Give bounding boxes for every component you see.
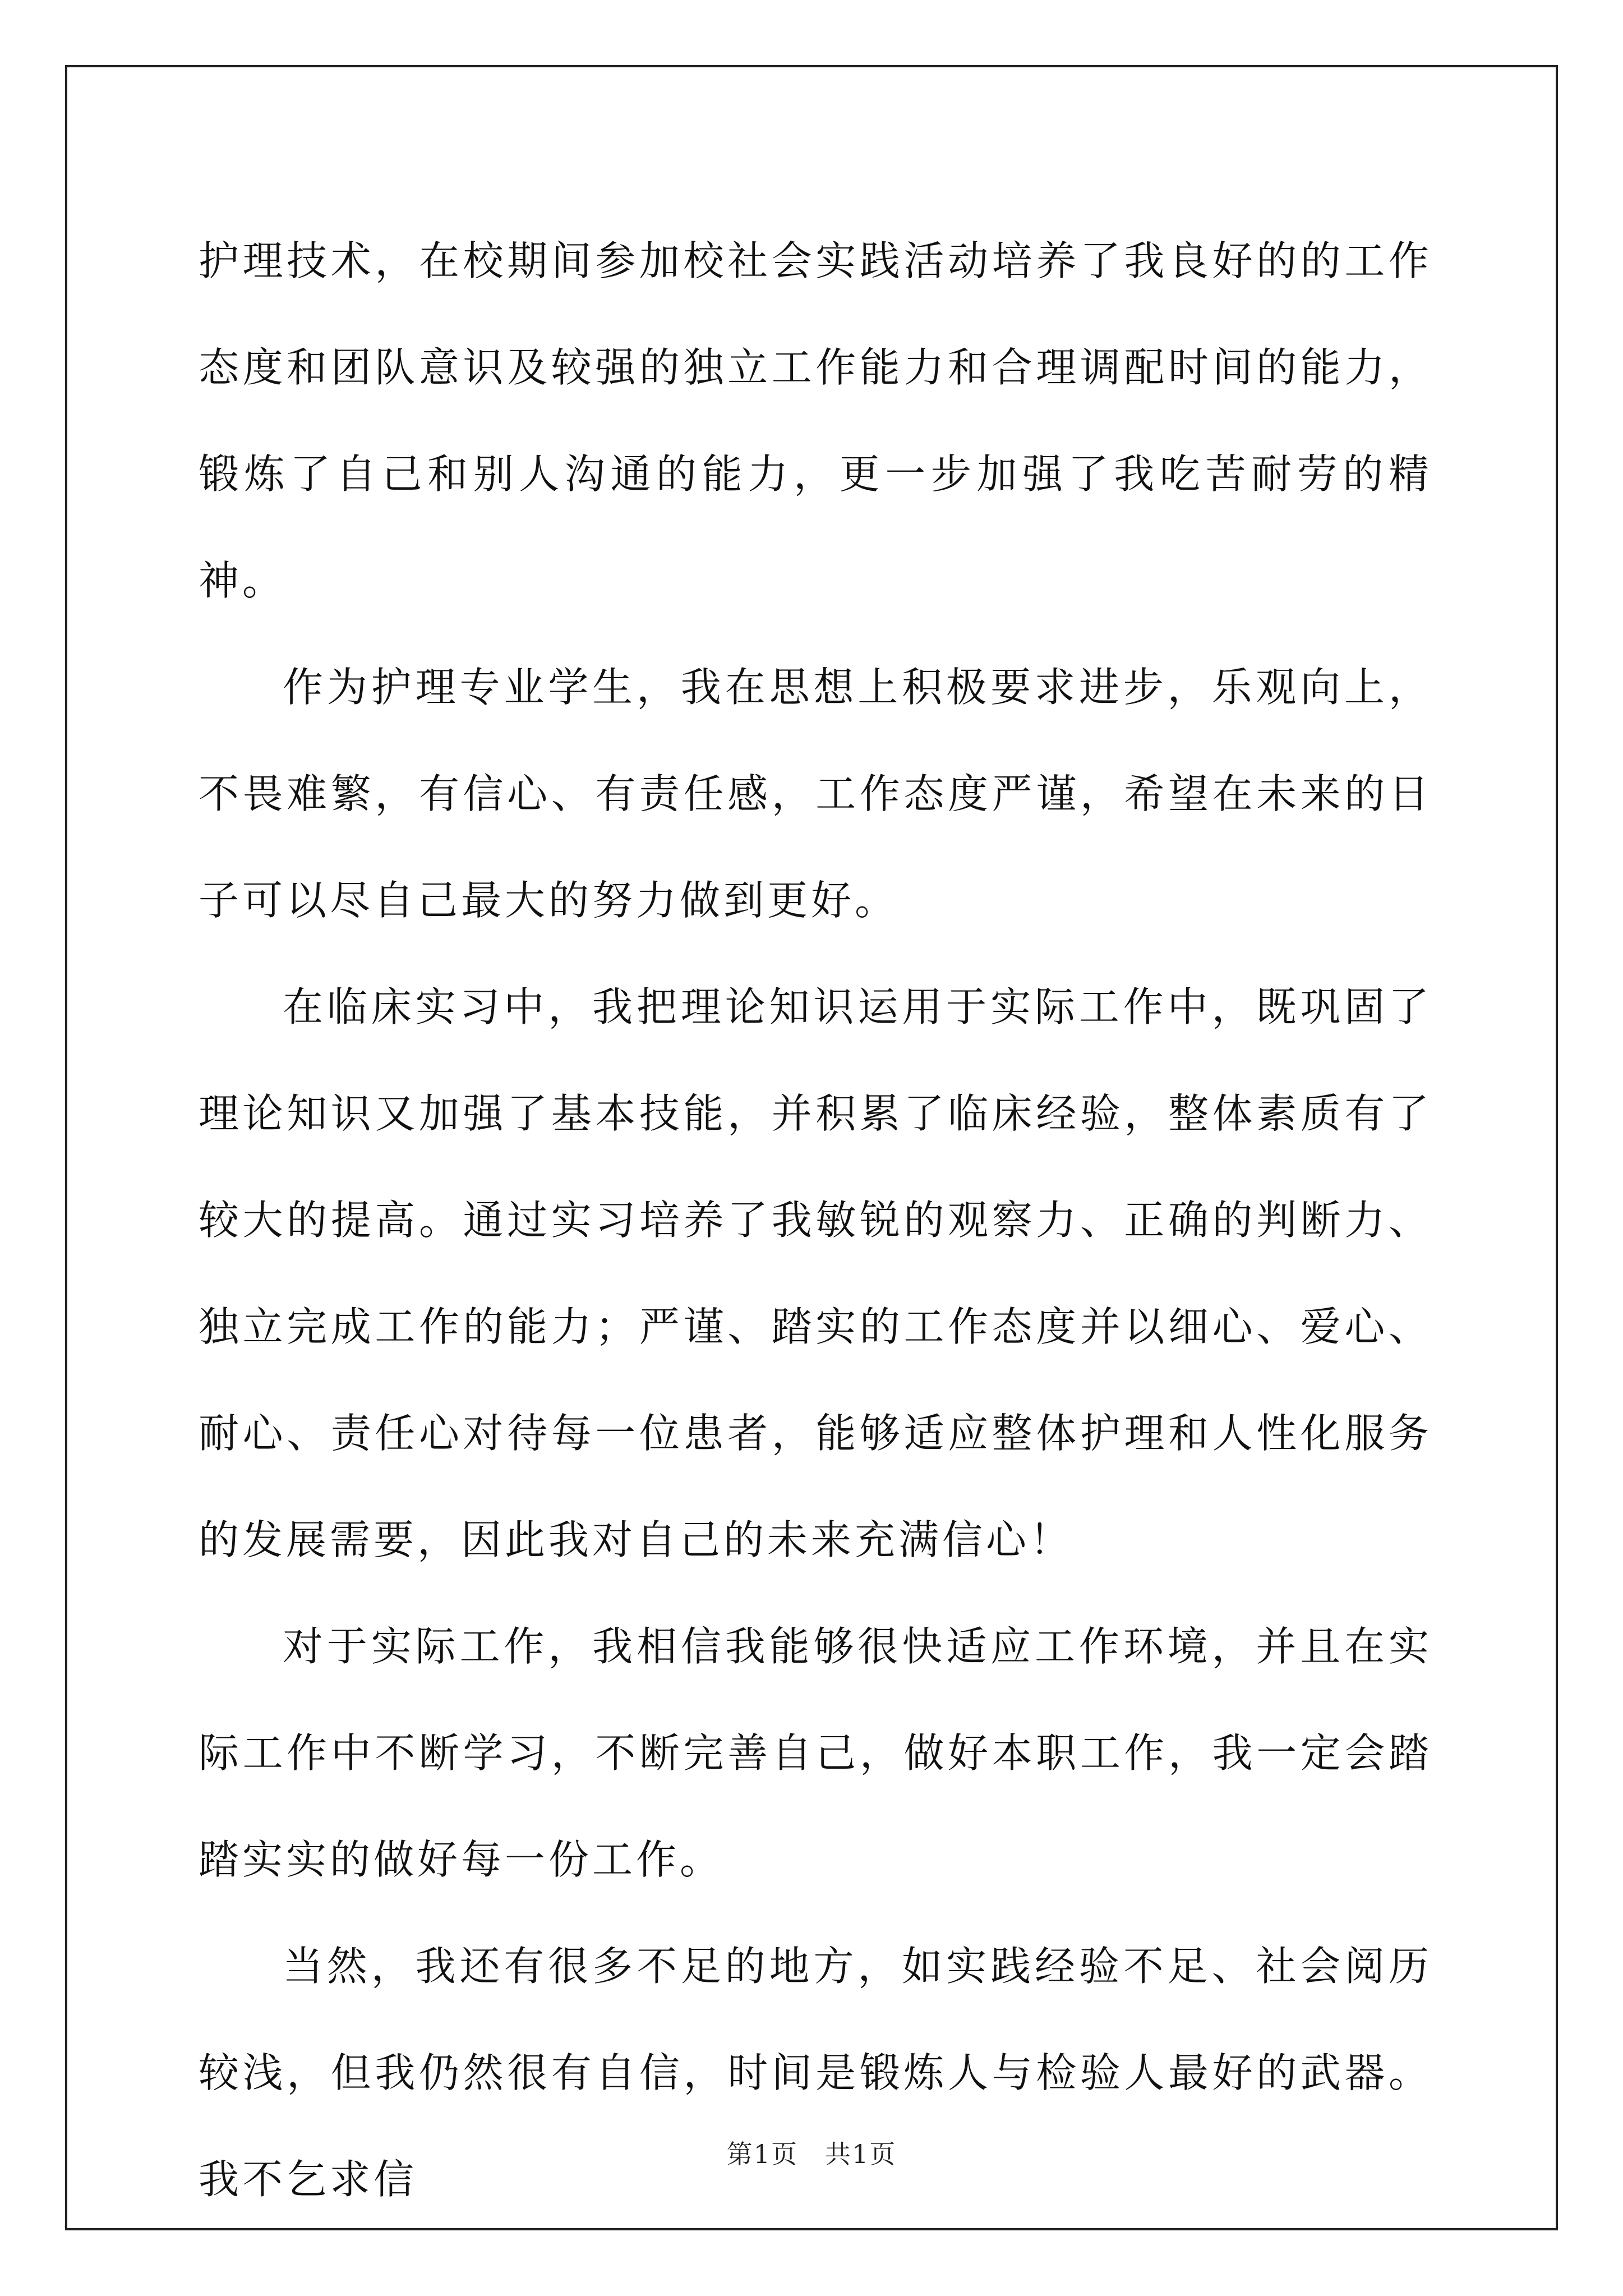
paragraph-3: 在临床实习中，我把理论知识运用于实际工作中，既巩固了理论知识又加强了基本技能，并积累了临床经验，整体素质有了较大的提高。通过实习培养了我敏锐的观察力、正确的判断力、独立完成工作的能力；严谨、踏实的工作态度并以细心、爱心、耐心、责任心对待每一位患者，能够适应整体护理和人性化服务的发展需要，因此我对自己的未来充满信心！ bbox=[199, 983, 1432, 1563]
paragraph-5: 当然，我还有很多不足的地方，如实践经验不足、社会阅历较浅，但我仍然很有自信，时间是锻炼人与检验人最好的武器。我不乞求信 bbox=[199, 1943, 1432, 2203]
paragraph-4: 对于实际工作，我相信我能够很快适应工作环境，并且在实际工作中不断学习，不断完善自己，做好本职工作，我一定会踏踏实实的做好每一份工作。 bbox=[199, 1623, 1432, 1883]
document-body bbox=[199, 208, 1432, 2233]
paragraph-2: 作为护理专业学生，我在思想上积极要求进步，乐观向上，不畏难繁，有信心、有责任感，工作态度严谨，希望在未来的日子可以尽自己最大的努力做到更好。 bbox=[199, 664, 1432, 924]
page-number-label: 第1页 共1页 bbox=[726, 2139, 897, 2169]
page-footer bbox=[0, 2137, 1623, 2171]
paragraph-1: 护理技术，在校期间参加校社会实践活动培养了我良好的的工作态度和团队意识及较强的独立工作能力和合理调配时间的能力，锻炼了自己和别人沟通的能力，更一步加强了我吃苦耐劳的精神。 bbox=[199, 237, 1432, 604]
